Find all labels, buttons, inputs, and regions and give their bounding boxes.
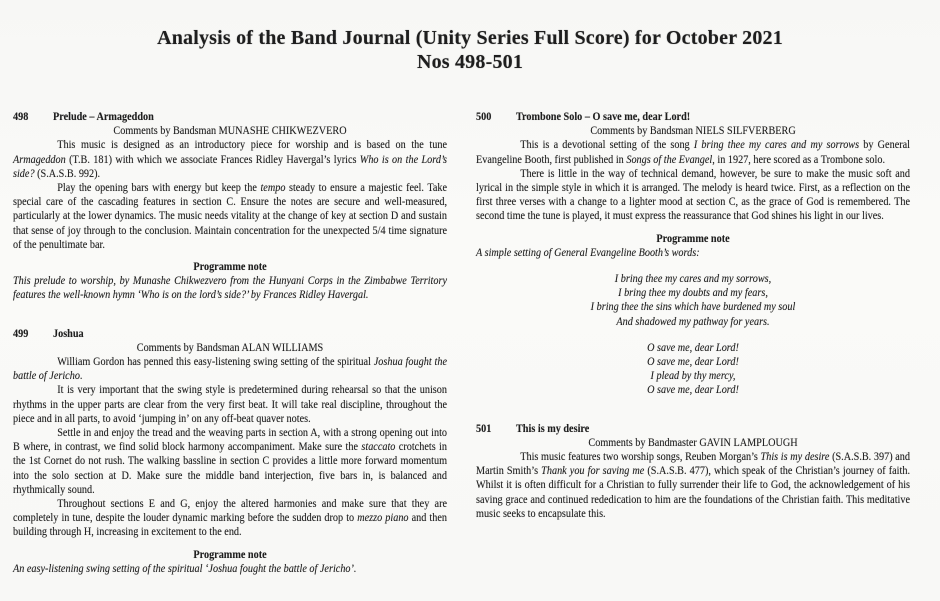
paragraph: Throughout sections E and G, enjoy the altered harmonies and make sure that they are completely in tune, despite the louder dynamic marking before the sudden drop to mezzo piano and then building through H, increasing in excitement to the end. [13,496,448,539]
piece-title: Prelude – Armageddon [52,109,154,123]
paragraph: It is very important that the swing style is predetermined during rehearsal so that the unison rhythms in the upper parts are clear from the very first beat. It will take real discipline, throughout the piece and in all parts, to avoid ‘jumping in’ on any off-beat quaver notes. [13,382,448,425]
piece-501 [476,421,910,520]
page-title-line2: Nos 498-501 [416,51,524,73]
page-title-line1: Analysis of the Band Journal (Unity Series Full Score) for October 2021 [157,27,783,49]
paragraph: This is a devotional setting of the song I bring thee my cares and my sorrows by General Evangeline Booth, first published in Songs of the Evangel, in 1927, here scored as a Trombone solo. [476,137,910,166]
piece-number: 498 [13,109,29,123]
programme-note-heading: Programme note [193,546,267,561]
piece-title: Joshua [52,325,84,340]
programme-note-text: This prelude to worship, by Munashe Chikwezvero from the Hunyani Corps in the Zimbabwe Territory features the well-known hymn ‘Who is on the lord’s side?’ by Frances Ridley Havergal. [13,273,448,302]
left-column [13,109,447,575]
piece-heading [476,109,910,123]
paragraph: This music features two worship songs, Reuben Morgan’s This is my desire (S.A.S.B. 397) and Martin Smith’s Thank you for saving me (S.A.S.B. 477), which speak of the Christian’s journey of faith. Whilst it is often difficult for a Christian to fully surrender their life to God, the acknowledgement of his saving grace and continued rededication to him are the foundations of the Christian faith. This meditative music seeks to encapsulate this. [476,449,911,520]
paragraph: Settle in and enjoy the tread and the weaving parts in section A, with a strong opening out into B where, in contrast, we find solid block harmony accompaniment. Make sure the staccato crotchets in the 1st Cornet do not rush. The walking bassline in section C provides a little more forward momentum into the solo section at D. Make sure the middle band interjection, five bars in, is balanced and rhythmically sound. [13,425,448,496]
programme-note-heading: Programme note [193,259,267,274]
right-column [476,109,910,520]
verse-stanza-2: O save me, dear Lord! O save me, dear Lord! I plead by thy mercy, O save me, dear Lord! [647,339,739,397]
paragraph: Play the opening bars with energy but keep the tempo steady to ensure a majestic feel. Take special care of the cascading features in section C. Ensure the notes are secure and well-measured, particularly at the lower dynamics. The music needs vitality at the change of key at section D and sustain that sense of joy through to the conclusion. Maintain concentration for the unexpected 5/4 time signature of the penultimate bar. [13,180,448,251]
piece-500 [476,109,910,397]
piece-title: Trombone Solo – O save me, dear Lord! [515,109,691,123]
comments-by-line: Comments by Bandmaster GAVIN LAMPLOUGH [588,434,798,449]
piece-number: 499 [13,325,29,340]
paragraph: William Gordon has penned this easy-listening swing setting of the spiritual Joshua fought the battle of Jericho. [13,354,448,383]
page-title [0,26,940,74]
programme-note-heading: Programme note [656,230,730,245]
piece-number: 501 [476,420,492,435]
piece-title: This is my desire [515,420,590,435]
piece-heading [476,421,910,435]
paragraph: This music is designed as an introductory piece for worship and is based on the tune Armageddon (T.B. 181) with which we associate Frances Ridley Havergal’s lyrics Who is on the Lord’s side? (S.A.S.B. 992). [13,137,448,180]
comments-by-line: Comments by Bandsman MUNASHE CHIKWEZVERO [113,123,347,138]
programme-note-intro: A simple setting of General Evangeline Booth’s words: [476,244,700,259]
piece-499 [13,326,447,575]
paragraph: There is little in the way of technical demand, however, be sure to make the music soft and lyrical in the simple style in which it is arranged. The melody is heard twice. First, as a reflection on the first three verses with a change to a lighter mood at section C, as the grace of God is remembered. The second time the tune is played, it must express the reassurance that God shines his light in our lives. [476,165,911,223]
comments-by-line: Comments by Bandsman NIELS SILFVERBERG [590,123,796,138]
piece-number: 500 [476,109,492,123]
piece-heading [13,326,447,340]
piece-498 [13,109,447,302]
programme-note-text: An easy-listening swing setting of the spiritual ‘Joshua fought the battle of Jericho’. [13,560,357,575]
comments-by-line: Comments by Bandsman ALAN WILLIAMS [136,339,324,354]
verse-stanza-1: I bring thee my cares and my sorrows, I bring thee my doubts and my fears, I bring thee the sins which have burdened my soul And shadowed my pathway for years. [590,271,796,328]
piece-heading [13,109,447,123]
